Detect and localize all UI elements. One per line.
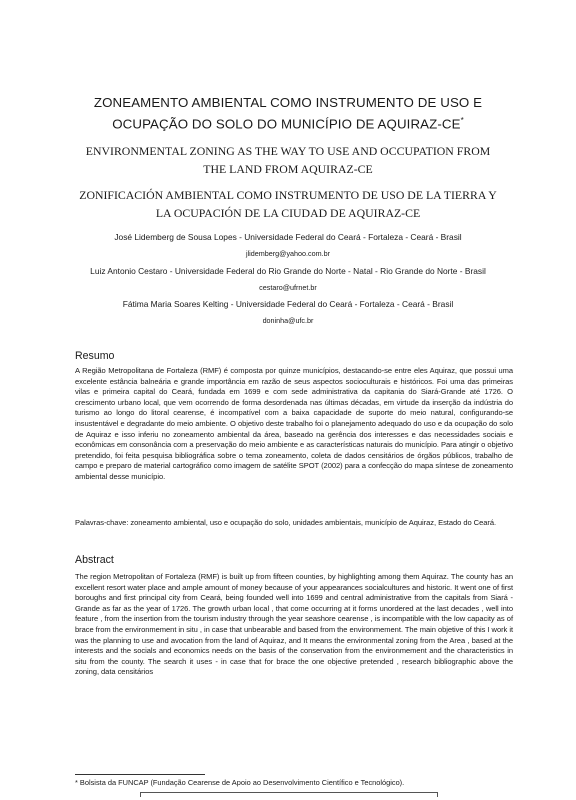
title-spanish: [50, 186, 526, 222]
author-2-name: Luiz Antonio Cestaro - Universidade Federal do Rio Grande do Norte - Natal - Rio Grande do Norte - Brasil: [90, 266, 486, 276]
resumo-body: A Região Metropolitana de Fortaleza (RMF) é composta por quinze municípios, destacando-se entre eles Aquiraz, que possui uma excelente estância balneária e grande importância em razão de seus aspectos socioculturais e históricos. Foi uma das primeiras vilas e primeira capital do Ceará, fundada em 1699 e com sede administrativa da capitania do Siará-Grande até 1726. O crescimento urbano local, que vem ocorrendo de forma desordenada nas últimas décadas, em virtude da inserção da indústria do turismo ao longo do litoral cearense, é incompatível com a baixa capacidade de suporte do meio natural, configurando-se insustentável e degradante do meio ambiente. O objetivo deste trabalho foi o planejamento adequado do uso e da ocupação do solo de Aquiraz e isso inferiu no zoneamento ambiental da área, baseado na gerência dos interesses e das necessidades sociais e econômicas em consonância com a preservação do meio ambiente e as características naturais do município. Para atingir o objetivo pretendido, foi feita pesquisa bibliográfica sobre o tema zoneamento, coleta de dados censitários de órgãos públicos, trabalho de campo e preparo de material cartográfico como imagem de satélite SPOT (2002) para a confecção do mapa síntese de zoneamento ambiental desse município.: [75, 366, 513, 481]
author-2: [40, 265, 536, 293]
title-portuguese-line1: ZONEAMENTO AMBIENTAL COMO INSTRUMENTO DE USO E: [93, 95, 483, 110]
title-portuguese-line2: [60, 112, 516, 133]
title-english: [56, 142, 520, 178]
author-1-name: José Lidemberg de Sousa Lopes - Universidade Federal do Ceará - Fortaleza - Ceará - Brasil: [114, 232, 462, 242]
resumo-keywords: Palavras-chave: zoneamento ambiental, uso e ocupação do solo, unidades ambientais, município de Aquiraz, Estado do Ceará.: [75, 518, 497, 527]
footnote: * Bolsista da FUNCAP (Fundação Cearense de Apoio ao Desenvolvimento Científico e Tecnológico).: [75, 778, 405, 787]
title-english-line2: THE LAND FROM AQUIRAZ-CE: [203, 162, 373, 176]
journal-citation-box: [140, 792, 438, 797]
abstract-body: The region Metropolitan of Fortaleza (RMF) is built up from fifteen counties, by highlighting among them Aquiraz. The county has an excellent resort water place and ample amount of money because of your appearances socialcultures and historic. It went one of first boroughs and first principal city from Ceará, being founded well into 1699 and central administrative from the capitals from Siará - Grande as far as the year of 1726. The growth urban local , that come occurring at it forms unordered at the last decades , well into feature , from the insertion from the tourism industry through the year seashore cearense , is incompatible with the low capacity as of brace from the environmement in situ , in case that unbearable and based from the environmement. The main objetive of this I work it was the planning to use and avocation from the land of Aquiraz, and It means the environmental zoning from the Area , based at the interests and the socials and economics needs on the basis of the conservation from the environmement and the characteristics in situ from the county. The search it uses - in case that for brace the one objective pretended , research bibliographic above the zoning, data censitários: [75, 572, 513, 677]
footnote-divider: [75, 774, 205, 775]
author-1: [40, 231, 536, 259]
footnote-mark: *: [460, 116, 464, 125]
author-3-name: Fátima Maria Soares Kelting - Universidade Federal do Ceará - Fortaleza - Ceará - Brasil: [122, 299, 454, 309]
author-3: [40, 298, 536, 326]
abstract-heading: Abstract: [75, 554, 114, 566]
title-spanish-line2: LA OCUPACIÓN DE LA CIUDAD DE AQUIRAZ-CE: [155, 206, 421, 220]
author-1-email[interactable]: jlidemberg@yahoo.com.br: [245, 249, 330, 258]
title-english-line1: ENVIRONMENTAL ZONING AS THE WAY TO USE AND OCCUPATION FROM: [85, 144, 491, 158]
title-portuguese-line2-text: OCUPAÇÃO DO SOLO DO MUNICÍPIO DE AQUIRAZ-CE: [112, 116, 461, 132]
author-2-email[interactable]: cestaro@ufrnet.br: [259, 283, 317, 292]
author-3-email[interactable]: doninha@ufc.br: [262, 316, 314, 325]
title-spanish-line1: ZONIFICACIÓN AMBIENTAL COMO INSTRUMENTO DE USO DE LA TIERRA Y: [79, 188, 497, 202]
resumo-heading: Resumo: [75, 350, 115, 362]
title-portuguese: [60, 94, 516, 133]
